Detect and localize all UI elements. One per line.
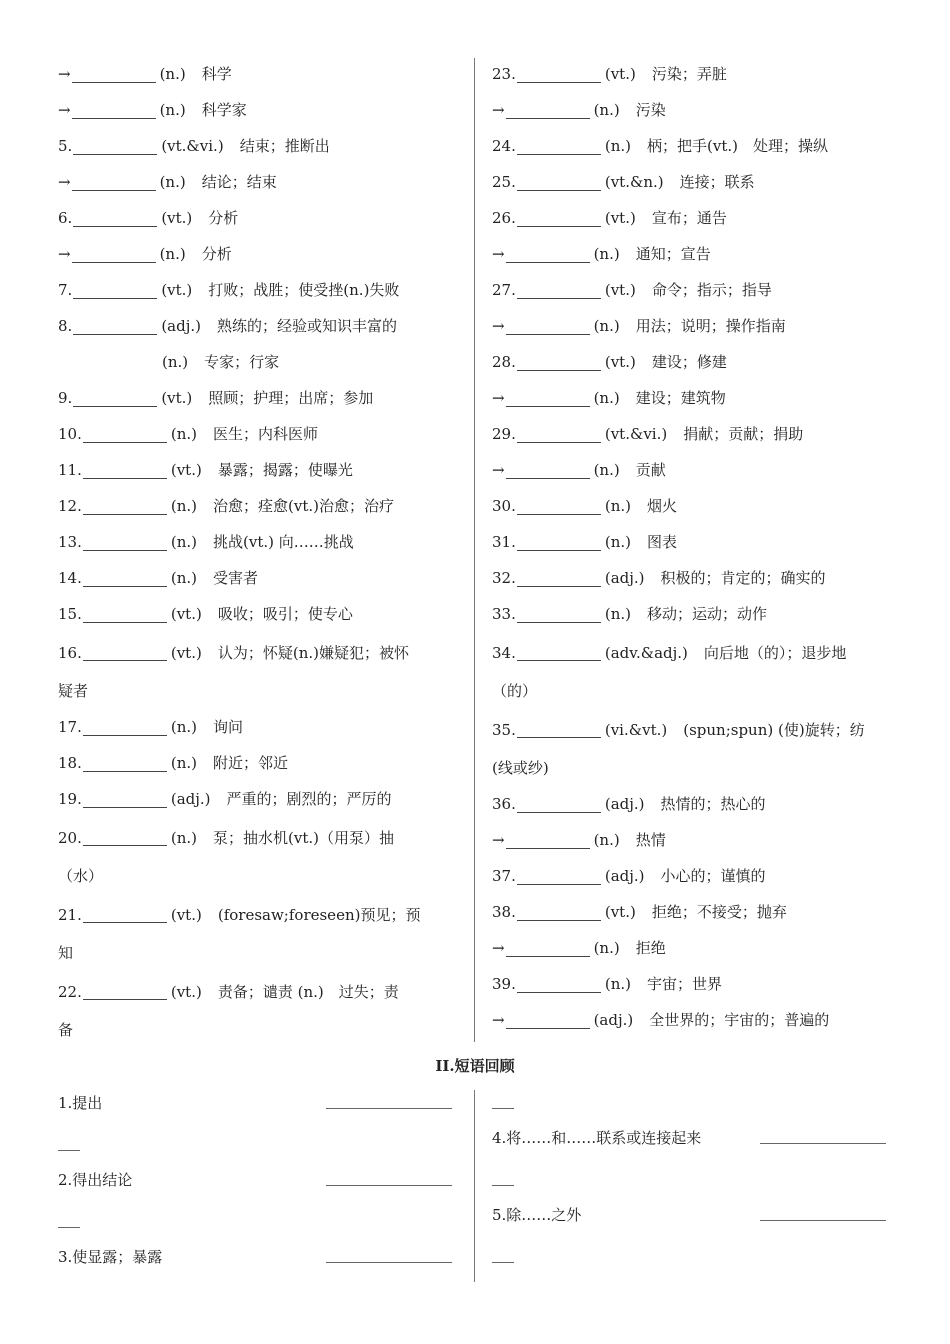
vocab-item: [492, 344, 892, 380]
item-number: 22.: [58, 982, 82, 1001]
answer-blank[interactable]: [83, 983, 167, 1000]
part-of-speech: (n.): [593, 317, 620, 335]
item-number: 7.: [58, 281, 73, 299]
vocab-item: [492, 56, 892, 92]
part-of-speech: (vt.): [604, 209, 636, 227]
meaning: 宇宙；世界: [647, 975, 723, 993]
item-number: 15.: [58, 605, 82, 623]
meaning: 打败；战胜；使受挫(n.)失败: [208, 281, 400, 299]
part-of-speech: (n.): [593, 389, 620, 407]
answer-blank[interactable]: [73, 318, 157, 335]
part-of-speech: (n.): [159, 65, 186, 83]
part-of-speech: (n.): [604, 137, 631, 155]
item-number: 21.: [58, 905, 82, 924]
item-number: 31.: [492, 533, 516, 551]
meaning: 责备；谴责 (n.) 过失；责: [217, 982, 399, 1001]
vocab-item: [58, 596, 458, 632]
vocab-item: [492, 488, 892, 524]
item-number: 10.: [58, 425, 82, 443]
part-of-speech: (vt.): [161, 209, 193, 227]
item-number: →: [58, 173, 71, 191]
meaning: 受害者: [213, 569, 259, 587]
meaning-continuation: 知: [58, 944, 74, 962]
item-number: →: [492, 461, 505, 479]
answer-blank[interactable]: [72, 102, 156, 119]
vocab-item: [492, 164, 892, 200]
answer-blank[interactable]: [517, 868, 601, 885]
answer-blank[interactable]: [517, 138, 601, 155]
item-number: 27.: [492, 281, 516, 299]
part-of-speech: (n.): [170, 569, 197, 587]
answer-blank[interactable]: [517, 796, 601, 813]
part-of-speech: (n.): [170, 754, 197, 772]
phrase-item: 3.使显露；暴露: [58, 1248, 163, 1266]
vocab-item: [58, 560, 458, 596]
answer-blank[interactable]: [83, 498, 167, 515]
meaning: 拒绝: [635, 939, 666, 957]
item-number: 26.: [492, 209, 516, 227]
answer-blank[interactable]: [506, 462, 590, 479]
vocab-item: [58, 200, 458, 236]
meaning: 专家；行家: [204, 353, 280, 371]
item-number: 18.: [58, 754, 82, 772]
meaning: 烟火: [647, 497, 678, 515]
answer-blank[interactable]: [517, 210, 601, 227]
item-number: 14.: [58, 569, 82, 587]
part-of-speech: (vt.): [170, 643, 202, 662]
answer-line-end: [492, 1108, 514, 1109]
item-number: →: [492, 1011, 505, 1029]
item-number: 24.: [492, 137, 516, 155]
item-number: 32.: [492, 569, 516, 587]
vocab-item: [492, 416, 892, 452]
answer-blank[interactable]: [83, 644, 167, 661]
vocab-item: [58, 236, 458, 272]
part-of-speech: (vt.): [604, 65, 636, 83]
meaning: 宣布；通告: [651, 209, 727, 227]
meaning: 向后地（的）；退步地: [703, 643, 847, 662]
part-of-speech: (vi.&vt.): [604, 720, 668, 739]
part-of-speech: (n.): [170, 828, 197, 847]
answer-line-end: [492, 1262, 514, 1263]
item-number: →: [492, 831, 505, 849]
vocab-item-continuation: [58, 1012, 458, 1048]
meaning: (foresaw;foreseen)预见；预: [217, 905, 421, 924]
part-of-speech: (adj.): [604, 867, 645, 885]
vocab-item: [58, 128, 458, 164]
part-of-speech: (vt.): [170, 982, 202, 1001]
meaning: 严重的；剧烈的；严厉的: [226, 790, 392, 808]
answer-blank[interactable]: [83, 570, 167, 587]
meaning-continuation: (线或纱): [492, 759, 549, 777]
item-number: 19.: [58, 790, 82, 808]
meaning: 用法；说明；操作指南: [635, 317, 786, 335]
meaning: 柄；把手(vt.) 处理；操纵: [647, 137, 828, 155]
section-title: II.短语回顾: [435, 1057, 515, 1075]
item-number: 29.: [492, 425, 516, 443]
vocab-item: [492, 822, 892, 858]
meaning: 移动；运动；动作: [647, 605, 768, 623]
part-of-speech: (vt.&vi.): [161, 137, 224, 155]
answer-blank[interactable]: [83, 791, 167, 808]
item-number: 16.: [58, 643, 82, 662]
answer-blank[interactable]: [72, 246, 156, 263]
meaning: 暴露；揭露；使曝光: [217, 461, 353, 479]
meaning: 医生；内科医师: [213, 425, 319, 443]
vocab-item: [58, 971, 458, 1012]
part-of-speech: (adj.): [161, 317, 201, 335]
vocab-item: [492, 308, 892, 344]
part-of-speech: (n.): [593, 101, 620, 119]
meaning: 附近；邻近: [213, 754, 289, 772]
phrase-column-divider: [474, 1090, 475, 1282]
part-of-speech: (n.): [170, 425, 197, 443]
part-of-speech: (vt.&vi.): [604, 425, 668, 443]
vocab-item: [58, 308, 458, 344]
item-number: 34.: [492, 643, 516, 662]
part-of-speech: (n.): [170, 497, 197, 515]
item-number: 17.: [58, 718, 82, 736]
answer-blank[interactable]: [517, 354, 601, 371]
part-of-speech: (n.): [604, 533, 631, 551]
answer-blank[interactable]: [83, 534, 167, 551]
item-number: 5.: [58, 137, 73, 155]
answer-blank[interactable]: [506, 390, 590, 407]
part-of-speech: (adj.): [170, 790, 211, 808]
vocab-item: [58, 272, 458, 308]
part-of-speech: (adj.): [593, 1011, 634, 1029]
meaning: 分析: [201, 245, 232, 263]
item-number: 8.: [58, 317, 73, 335]
item-number: 9.: [58, 389, 73, 407]
meaning: 连接；联系: [679, 173, 755, 191]
item-number: 28.: [492, 353, 516, 371]
part-of-speech: (n.): [159, 173, 186, 191]
item-number: 11.: [58, 461, 82, 479]
meaning: 结束；推断出: [239, 137, 330, 155]
answer-blank[interactable]: [517, 721, 601, 738]
answer-blank[interactable]: [517, 282, 601, 299]
part-of-speech: (n.): [162, 353, 189, 371]
meaning: 询问: [213, 718, 244, 736]
answer-blank[interactable]: [517, 498, 601, 515]
vocab-item: [492, 200, 892, 236]
vocab-item: [492, 560, 892, 596]
meaning: 吸收；吸引；使专心: [217, 605, 353, 623]
vocab-item: [492, 380, 892, 416]
meaning: 热情的；热心的: [660, 795, 766, 813]
part-of-speech: (n.): [159, 101, 186, 119]
part-of-speech: (n.): [170, 718, 197, 736]
vocab-item: [492, 1002, 892, 1038]
column-divider: [474, 58, 475, 1042]
meaning: 图表: [647, 533, 678, 551]
vocab-item: [492, 786, 892, 822]
meaning: 热情: [635, 831, 666, 849]
answer-blank[interactable]: [83, 906, 167, 923]
meaning: 科学: [201, 65, 232, 83]
meaning-continuation: （水）: [58, 867, 104, 885]
part-of-speech: (adj.): [604, 569, 645, 587]
meaning: 污染；弄脏: [651, 65, 727, 83]
meaning-continuation: （的）: [492, 682, 538, 700]
vocab-item-continuation: [492, 750, 892, 786]
answer-blank[interactable]: [517, 66, 601, 83]
right-vocab-column: [492, 56, 892, 1038]
vocab-item: [492, 236, 892, 272]
vocab-item: [58, 632, 458, 673]
item-number: →: [58, 65, 71, 83]
answer-blank[interactable]: [506, 246, 590, 263]
vocab-item: [492, 596, 892, 632]
meaning: 结论；结束: [201, 173, 277, 191]
vocab-item: [58, 344, 458, 380]
item-number: →: [492, 389, 505, 407]
answer-blank[interactable]: [73, 390, 157, 407]
part-of-speech: (vt.): [604, 281, 636, 299]
vocab-item: [492, 452, 892, 488]
answer-blank[interactable]: [72, 66, 156, 83]
item-number: →: [492, 245, 505, 263]
vocab-item: [58, 380, 458, 416]
meaning: 挑战(vt.) 向……挑战: [213, 533, 354, 551]
meaning: 命令；指示；指导: [651, 281, 772, 299]
item-number: 30.: [492, 497, 516, 515]
meaning: 照顾；护理；出席；参加: [208, 389, 374, 407]
answer-line[interactable]: [326, 1185, 452, 1186]
left-vocab-column: [58, 56, 458, 1048]
item-number: →: [492, 317, 505, 335]
part-of-speech: (n.): [604, 605, 631, 623]
answer-blank[interactable]: [73, 282, 157, 299]
answer-line[interactable]: [760, 1143, 886, 1144]
item-number: →: [58, 245, 71, 263]
part-of-speech: (n.): [604, 975, 631, 993]
meaning: 建设；建筑物: [635, 389, 726, 407]
vocab-item: [58, 92, 458, 128]
item-number: 12.: [58, 497, 82, 515]
answer-blank[interactable]: [83, 426, 167, 443]
item-number: 39.: [492, 975, 516, 993]
answer-blank[interactable]: [517, 904, 601, 921]
meaning: 建设；修建: [651, 353, 727, 371]
meaning: 小心的；谨慎的: [660, 867, 766, 885]
vocab-item: [58, 745, 458, 781]
part-of-speech: (n.): [593, 461, 620, 479]
vocab-item: [58, 524, 458, 560]
item-number: 25.: [492, 173, 516, 191]
meaning: 分析: [208, 209, 239, 227]
part-of-speech: (n.): [593, 245, 620, 263]
part-of-speech: (vt.): [170, 605, 202, 623]
vocab-item: [492, 858, 892, 894]
answer-blank[interactable]: [83, 755, 167, 772]
answer-line-end: [58, 1150, 80, 1151]
answer-blank[interactable]: [506, 940, 590, 957]
vocab-item: [58, 709, 458, 745]
answer-blank[interactable]: [506, 318, 590, 335]
item-number: 37.: [492, 867, 516, 885]
item-number: 38.: [492, 903, 516, 921]
part-of-speech: (n.): [159, 245, 186, 263]
meaning: 泵；抽水机(vt.)（用泵）抽: [213, 828, 394, 847]
vocab-item: [58, 781, 458, 817]
answer-blank[interactable]: [73, 210, 157, 227]
item-number: 20.: [58, 828, 82, 847]
meaning-continuation: 疑者: [58, 682, 89, 700]
part-of-speech: (adj.): [604, 795, 645, 813]
meaning: 积极的；肯定的；确实的: [660, 569, 826, 587]
vocab-item-continuation: [58, 858, 458, 894]
vocab-item: [58, 817, 458, 858]
answer-blank[interactable]: [517, 644, 601, 661]
answer-blank[interactable]: [72, 174, 156, 191]
vocab-item: [492, 272, 892, 308]
answer-blank[interactable]: [517, 606, 601, 623]
meaning: 贡献: [635, 461, 666, 479]
answer-blank[interactable]: [506, 832, 590, 849]
answer-blank[interactable]: [517, 976, 601, 993]
part-of-speech: (n.): [170, 533, 197, 551]
vocab-item-continuation: [58, 935, 458, 971]
part-of-speech: (n.): [604, 497, 631, 515]
item-number: →: [492, 939, 505, 957]
vocab-item: [492, 632, 892, 673]
vocab-item: [58, 452, 458, 488]
vocab-item: [492, 128, 892, 164]
meaning: 全世界的；宇宙的；普遍的: [649, 1011, 830, 1029]
vocab-item-continuation: [58, 673, 458, 709]
answer-blank[interactable]: [83, 462, 167, 479]
part-of-speech: (vt.): [161, 389, 193, 407]
phrase-item: 1.提出: [58, 1094, 103, 1112]
meaning-continuation: 备: [58, 1021, 74, 1039]
meaning: 科学家: [201, 101, 247, 119]
answer-blank[interactable]: [517, 570, 601, 587]
answer-line[interactable]: [326, 1108, 452, 1109]
answer-blank[interactable]: [73, 138, 157, 155]
part-of-speech: (n.): [593, 831, 620, 849]
meaning: (spun;spun) (使)旋转；纺: [683, 720, 865, 739]
phrase-item: 4.将……和……联系或连接起来: [492, 1129, 702, 1147]
answer-line[interactable]: [326, 1262, 452, 1263]
part-of-speech: (vt.): [604, 353, 636, 371]
answer-line[interactable]: [760, 1220, 886, 1221]
meaning: 污染: [635, 101, 666, 119]
meaning: 认为；怀疑(n.)嫌疑犯；被怀: [217, 643, 409, 662]
part-of-speech: (n.): [593, 939, 620, 957]
answer-blank[interactable]: [83, 829, 167, 846]
vocab-item-continuation: [492, 673, 892, 709]
vocab-item: [492, 524, 892, 560]
vocab-item: [58, 488, 458, 524]
answer-line-end: [58, 1227, 80, 1228]
item-number: 6.: [58, 209, 73, 227]
answer-blank[interactable]: [83, 719, 167, 736]
part-of-speech: (vt.): [170, 905, 202, 924]
meaning: 捐献；贡献；捐助: [683, 425, 804, 443]
vocab-item: [492, 92, 892, 128]
item-number: 35.: [492, 720, 516, 739]
phrase-item: 2.得出结论: [58, 1171, 133, 1189]
answer-line-end: [492, 1185, 514, 1186]
part-of-speech: (vt.): [170, 461, 202, 479]
part-of-speech: (adv.&adj.): [604, 643, 688, 662]
meaning: 治愈；痊愈(vt.)治愈；治疗: [213, 497, 394, 515]
meaning: 熟练的；经验或知识丰富的: [216, 317, 397, 335]
part-of-speech: (vt.): [604, 903, 636, 921]
part-of-speech: (vt.&n.): [604, 173, 664, 191]
vocab-item: [58, 164, 458, 200]
answer-blank[interactable]: [506, 1012, 590, 1029]
vocab-item: [58, 894, 458, 935]
meaning: 拒绝；不接受；抛弃: [651, 903, 787, 921]
vocab-item: [58, 56, 458, 92]
vocab-item: [492, 709, 892, 750]
answer-blank[interactable]: [506, 102, 590, 119]
meaning: 通知；宣告: [635, 245, 711, 263]
item-number: →: [58, 101, 71, 119]
answer-blank[interactable]: [517, 174, 601, 191]
part-of-speech: (vt.): [161, 281, 193, 299]
vocab-item: [492, 966, 892, 1002]
answer-blank[interactable]: [83, 606, 167, 623]
item-number: →: [492, 101, 505, 119]
phrase-item: 5.除……之外: [492, 1206, 582, 1224]
answer-blank[interactable]: [517, 426, 601, 443]
item-number: 23.: [492, 65, 516, 83]
item-number: 33.: [492, 605, 516, 623]
vocab-item: [492, 894, 892, 930]
answer-blank[interactable]: [517, 534, 601, 551]
item-number: 36.: [492, 795, 516, 813]
item-number: 13.: [58, 533, 82, 551]
vocab-item: [492, 930, 892, 966]
vocab-item: [58, 416, 458, 452]
